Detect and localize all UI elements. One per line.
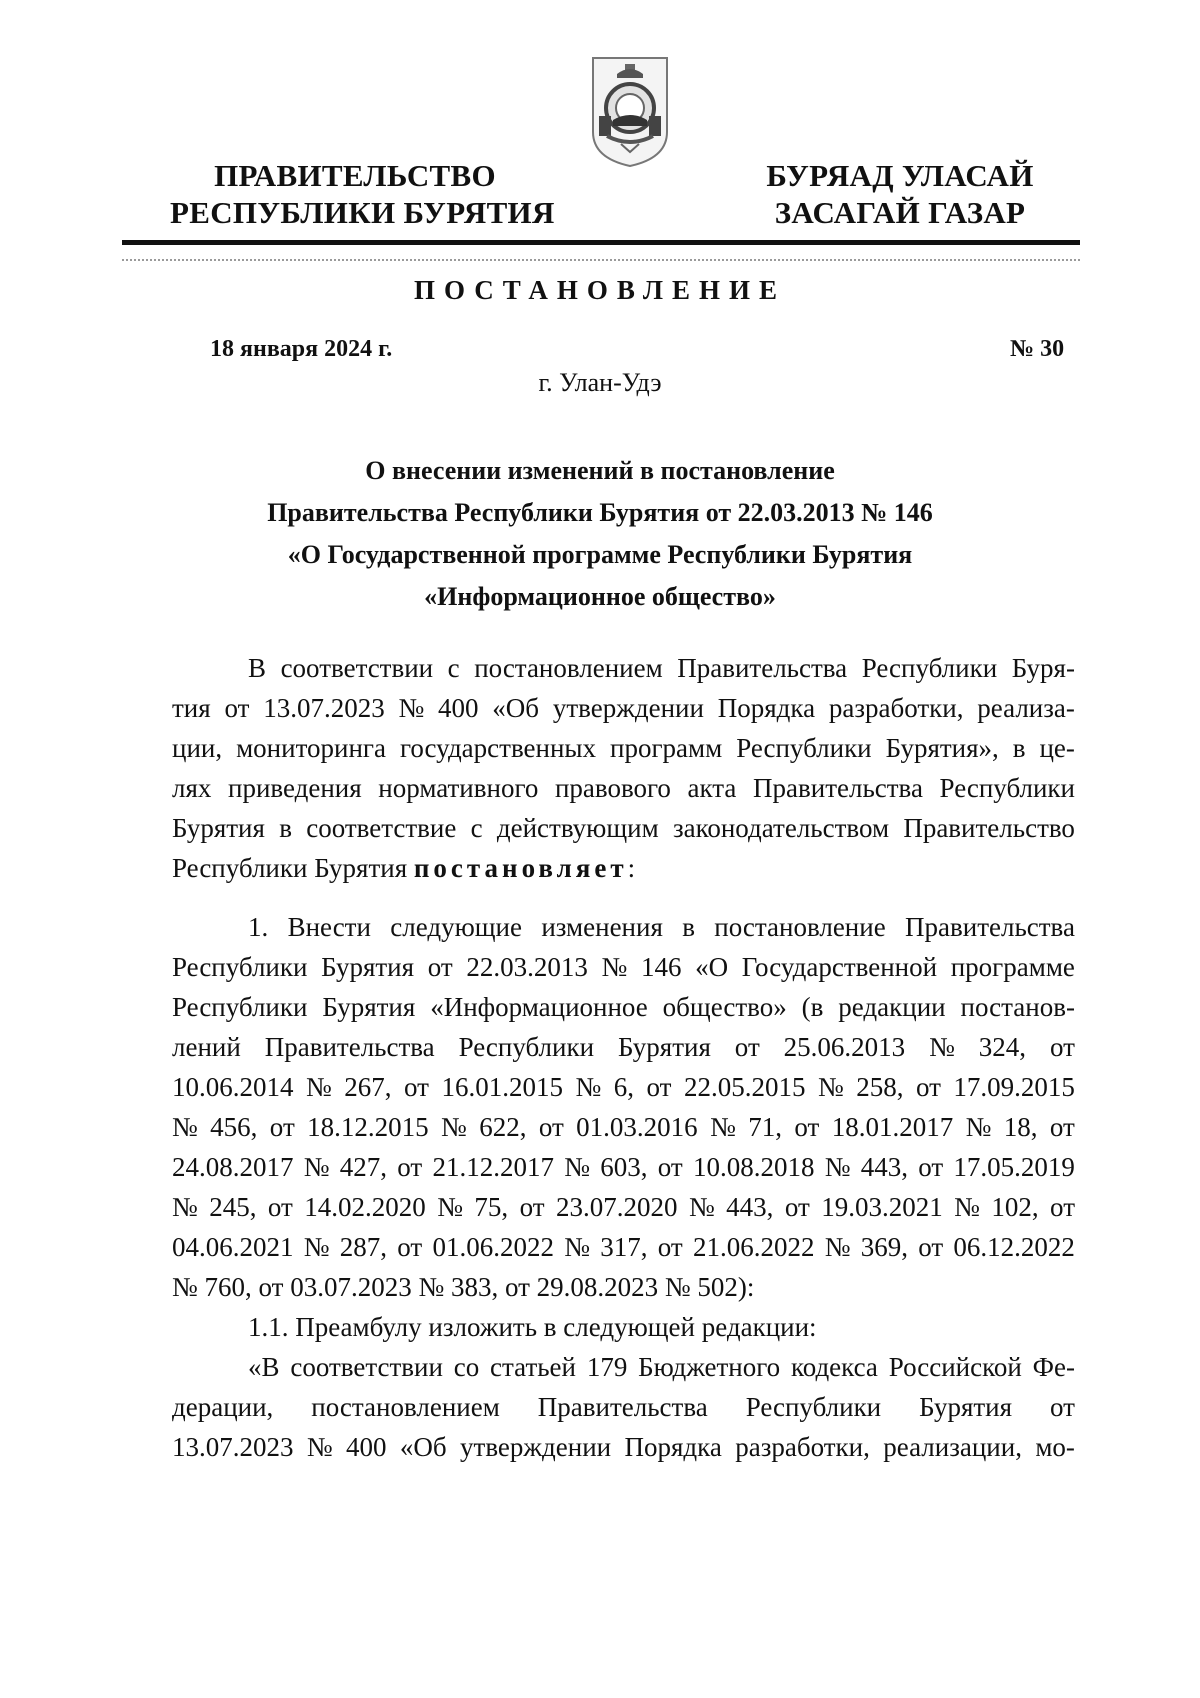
word: от xyxy=(918,1152,944,1182)
word: лений xyxy=(172,1032,241,1062)
word: 23.07.2020 xyxy=(556,1192,678,1222)
word: (в xyxy=(801,992,824,1022)
word: № xyxy=(306,1432,333,1462)
word: 427, xyxy=(339,1152,388,1182)
word: от xyxy=(734,1032,760,1062)
word: Республики xyxy=(745,1392,882,1422)
word: следующие xyxy=(390,912,522,942)
word: Бурятия xyxy=(617,1032,711,1062)
text-line xyxy=(172,768,1075,808)
word: реализации, xyxy=(883,1432,1022,1462)
word: № xyxy=(824,1152,851,1182)
word: со xyxy=(453,1352,480,1382)
word: Бюджетного xyxy=(638,1352,781,1382)
word: № xyxy=(172,1112,198,1142)
word: 18.01.2017 xyxy=(831,1112,954,1142)
text-line xyxy=(172,947,1075,987)
word: 267, xyxy=(344,1072,392,1102)
word: Фе- xyxy=(1032,1352,1075,1382)
word: 102, xyxy=(991,1192,1039,1222)
word: 400 xyxy=(346,1432,387,1462)
word: 443, xyxy=(860,1152,908,1182)
word: № xyxy=(601,952,628,982)
word: № xyxy=(688,1192,715,1222)
word: 13.07.2023 xyxy=(172,1432,294,1462)
word: Внести xyxy=(287,912,371,942)
word: 245, xyxy=(209,1192,257,1222)
paragraph-preamble xyxy=(172,648,1075,888)
word: 71, xyxy=(748,1112,782,1142)
word: от xyxy=(784,1192,810,1222)
word: программ xyxy=(610,733,723,763)
title-line: «Информационное общество» xyxy=(424,582,776,611)
word: от xyxy=(1049,1112,1075,1142)
title-line: Правительства Республики Бурятия от 22.03.2013 № 146 xyxy=(267,498,933,527)
word: 443, xyxy=(726,1192,774,1222)
word: «О xyxy=(695,952,729,982)
word: утверждении xyxy=(552,693,704,723)
word: от xyxy=(1049,1032,1075,1062)
document-title xyxy=(170,450,1030,618)
header-right-line-1: БУРЯАД УЛАСАЙ xyxy=(766,158,1034,193)
word: № xyxy=(303,1232,330,1262)
resolution-keyword: постановляет xyxy=(413,853,628,883)
word: в xyxy=(682,912,695,942)
word: Бурятия xyxy=(172,813,265,843)
word: Республики xyxy=(939,773,1075,803)
word: 21.06.2022 xyxy=(692,1232,815,1262)
word: 01.03.2016 xyxy=(576,1112,698,1142)
text-line xyxy=(172,1067,1075,1107)
text-line: № 760, от 03.07.2023 № 383, от 29.08.2023 № 502): xyxy=(172,1272,755,1302)
word: соответствие xyxy=(306,813,457,843)
word: 146 xyxy=(640,952,682,982)
word: В xyxy=(248,653,267,683)
word: Бурятия xyxy=(321,952,415,982)
word: Буря- xyxy=(1011,653,1075,683)
word: 01.06.2022 xyxy=(432,1232,554,1262)
word: 19.03.2021 xyxy=(821,1192,943,1222)
word: от xyxy=(397,1232,423,1262)
text-line xyxy=(172,1227,1075,1267)
word: государственных xyxy=(399,733,597,763)
word: 22.05.2015 xyxy=(683,1072,806,1102)
header-divider-thick xyxy=(122,240,1080,245)
word: постановлением xyxy=(474,653,663,683)
word: постановлением xyxy=(311,1392,500,1422)
word: от xyxy=(657,1232,683,1262)
title-line: «О Государственной программе Республики Бурятия xyxy=(287,540,913,569)
word: № xyxy=(564,1232,590,1262)
text-line xyxy=(172,1427,1075,1467)
title-line: О внесении изменений в постановление xyxy=(365,456,835,485)
word: «Информационное xyxy=(430,992,648,1022)
word: разработки, xyxy=(828,693,964,723)
word: 18.12.2015 xyxy=(307,1112,429,1142)
word: приведения xyxy=(228,773,362,803)
word: Правительство xyxy=(903,813,1075,843)
word: № xyxy=(398,693,425,723)
word: с xyxy=(470,813,483,843)
word: № xyxy=(929,1032,955,1062)
word: действующим xyxy=(496,813,659,843)
word: Республики xyxy=(172,952,308,982)
word: № xyxy=(575,1072,602,1102)
word: Порядка xyxy=(624,1432,722,1462)
text-line xyxy=(172,1107,1075,1147)
coat-of-arms-emblem xyxy=(587,52,673,170)
word: разработки, xyxy=(735,1432,870,1462)
word: дерации, xyxy=(172,1392,274,1422)
word: Порядка xyxy=(717,693,816,723)
word: Правительства xyxy=(753,773,923,803)
word: Правительства xyxy=(537,1392,708,1422)
word: 25.06.2013 xyxy=(783,1032,906,1062)
word: 75, xyxy=(474,1192,509,1222)
word: Российской xyxy=(888,1352,1022,1382)
word: № xyxy=(824,1232,851,1262)
word: от xyxy=(224,693,250,723)
word: Правительства xyxy=(264,1032,435,1062)
word: соответствии xyxy=(280,653,434,683)
word: 14.02.2020 xyxy=(304,1192,426,1222)
word: от xyxy=(794,1112,820,1142)
document-city: г. Улан-Удэ xyxy=(538,368,662,397)
word: № xyxy=(817,1072,844,1102)
text-fragment: Республики Бурятия xyxy=(172,853,414,883)
word: лях xyxy=(172,773,212,803)
text-line: 1.1. Преамбулу изложить в следующей редакции: xyxy=(248,1312,817,1342)
word: Республики xyxy=(458,1032,595,1062)
word: № xyxy=(306,1072,332,1102)
word: 24.08.2017 xyxy=(172,1152,294,1182)
word: от xyxy=(538,1112,564,1142)
word: 287, xyxy=(339,1232,388,1262)
word: мо- xyxy=(1035,1432,1075,1462)
word: «Об xyxy=(399,1432,447,1462)
word: 13.07.2023 xyxy=(263,693,385,723)
word: постановление xyxy=(714,912,886,942)
word: от xyxy=(1050,1392,1075,1422)
word: 179 xyxy=(586,1352,628,1382)
word: 369, xyxy=(860,1232,908,1262)
header-divider-thin xyxy=(122,259,1080,261)
word: правового xyxy=(554,773,671,803)
word: 10.08.2018 xyxy=(692,1152,815,1182)
word: ции, xyxy=(172,733,223,763)
word: 456, xyxy=(210,1112,258,1142)
header-left-line-1: ПРАВИТЕЛЬСТВО xyxy=(214,158,496,193)
word: 17.05.2019 xyxy=(953,1152,1075,1182)
text-line xyxy=(172,688,1075,728)
word: Бурятия», xyxy=(885,733,999,763)
document-type: ПОСТАНОВЛЕНИЕ xyxy=(413,275,787,305)
word: от xyxy=(397,1152,423,1182)
word: от xyxy=(918,1232,944,1262)
word: № xyxy=(710,1112,736,1142)
word: тия xyxy=(172,693,211,723)
text-fragment: : xyxy=(627,853,636,883)
word: 6, xyxy=(613,1072,634,1102)
word: № xyxy=(437,1192,463,1222)
text-line xyxy=(172,907,1075,947)
word: нормативного xyxy=(378,773,539,803)
word: 06.12.2022 xyxy=(953,1232,1075,1262)
word: № xyxy=(965,1112,992,1142)
word: 18, xyxy=(1003,1112,1038,1142)
text-line xyxy=(172,648,1075,688)
word: 324, xyxy=(978,1032,1027,1062)
word: от xyxy=(427,952,453,982)
word: законодательством xyxy=(672,813,890,843)
word: 16.01.2015 xyxy=(441,1072,563,1102)
word: 603, xyxy=(600,1152,648,1182)
text-line xyxy=(172,1147,1075,1187)
word: кодекса xyxy=(790,1352,878,1382)
header-left xyxy=(170,157,555,231)
word: утверждении xyxy=(460,1432,612,1462)
word: изменения xyxy=(541,912,663,942)
word: 17.09.2015 xyxy=(953,1072,1075,1102)
word: № xyxy=(564,1152,590,1182)
word: в xyxy=(279,813,292,843)
word: 22.03.2013 xyxy=(466,952,588,982)
document-number: № 30 xyxy=(1010,336,1065,362)
paragraph-item-1 xyxy=(172,907,1075,1467)
header-right-line-2: ЗАСАГАЙ ГАЗАР xyxy=(774,195,1026,230)
word: «Об xyxy=(492,693,540,723)
word: № xyxy=(441,1112,467,1142)
word: от xyxy=(646,1072,672,1102)
word: № xyxy=(303,1152,330,1182)
word: Правительства xyxy=(677,653,848,683)
word: от xyxy=(1050,1192,1075,1222)
word: Республики xyxy=(736,733,872,763)
word: 04.06.2021 xyxy=(172,1232,294,1262)
word: статьей xyxy=(490,1352,576,1382)
word: Бурятия xyxy=(322,992,416,1022)
word: 21.12.2017 xyxy=(432,1152,554,1182)
word: мониторинга xyxy=(236,733,386,763)
text-line xyxy=(172,987,1075,1027)
word: программе xyxy=(950,952,1075,982)
text-line xyxy=(172,1187,1075,1227)
word: 400 xyxy=(438,693,479,723)
word: общество» xyxy=(662,992,787,1022)
header-left-line-2: РЕСПУБЛИКИ БУРЯТИЯ xyxy=(170,195,555,230)
text-line xyxy=(172,1027,1075,1067)
word: 10.06.2014 xyxy=(172,1072,294,1102)
word: от xyxy=(519,1192,545,1222)
word: 317, xyxy=(600,1232,648,1262)
word: от xyxy=(267,1192,293,1222)
text-line xyxy=(172,728,1075,768)
word: постанов- xyxy=(960,992,1075,1022)
word: Республики xyxy=(861,653,998,683)
header-right xyxy=(740,157,1060,231)
text-line xyxy=(172,848,1075,888)
word: Правительства xyxy=(905,912,1075,942)
text-line xyxy=(172,1387,1075,1427)
word: от xyxy=(657,1152,683,1182)
word: реализа- xyxy=(977,693,1075,723)
word: редакции xyxy=(838,992,946,1022)
word: от xyxy=(915,1072,941,1102)
text-line xyxy=(172,1347,1075,1387)
word: це- xyxy=(1039,733,1075,763)
document-date: 18 января 2024 г. xyxy=(210,336,393,362)
word: Бурятия xyxy=(919,1392,1013,1422)
word: № xyxy=(172,1192,198,1222)
word: № xyxy=(954,1192,980,1222)
word: соответствии xyxy=(290,1352,443,1382)
word: 258, xyxy=(856,1072,904,1102)
word: «В xyxy=(248,1352,280,1382)
word: Государственной xyxy=(741,952,938,982)
word: акта xyxy=(687,773,737,803)
word: в xyxy=(1012,733,1026,763)
word: 622, xyxy=(479,1112,527,1142)
text-line xyxy=(172,808,1075,848)
word: 1. xyxy=(248,912,269,942)
word: Республики xyxy=(172,992,308,1022)
word: с xyxy=(447,653,460,683)
word: от xyxy=(269,1112,295,1142)
word: от xyxy=(404,1072,429,1102)
